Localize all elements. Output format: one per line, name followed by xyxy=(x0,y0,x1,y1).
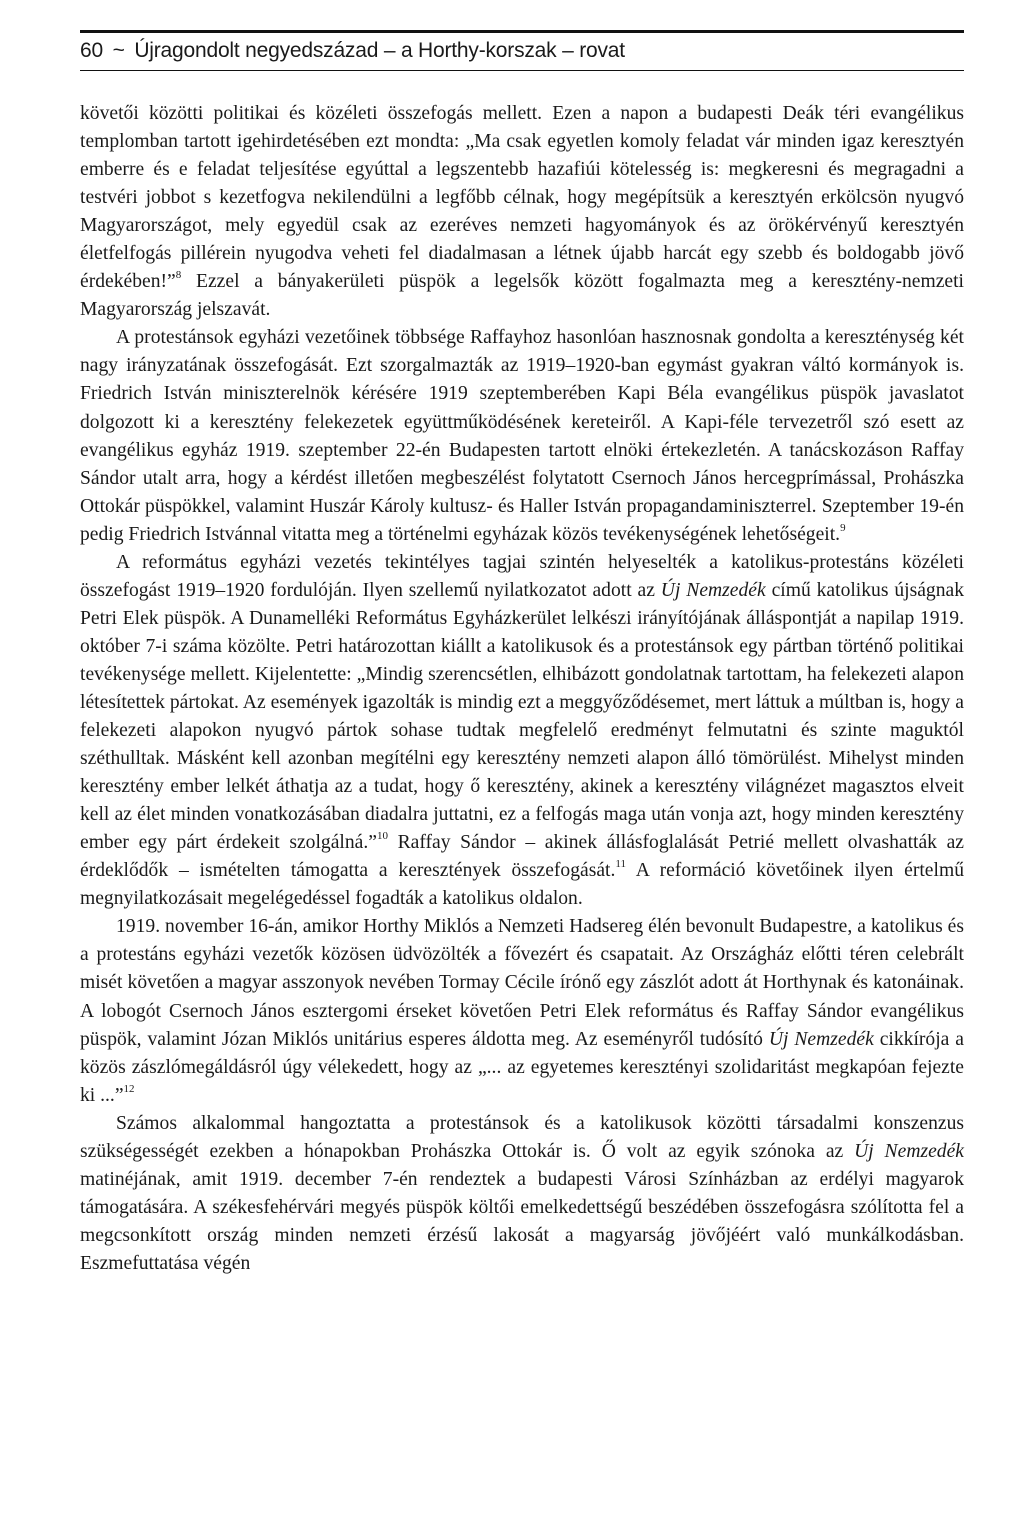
paragraph-text: 1919. november 16-án, amikor Horthy Miklós a Nemzeti Hadsereg élén bevonult Budapestre, a katolikus és a protestáns egyházi vezetők közösen üdvözölték a fővezért és csapatait. Az Országház előtti téren celebrált misét követően a magyar asszonyok nevében Tormay Cécile írónő egy zászlót adott át Horthynak és katonáinak. A lobogót Csernoch János esztergomi érseket követően Petri Elek református és Raffay Sándor evangélikus püspök, valamint Józan Miklós unitárius esperes áldotta meg. Az eseményről tudósító xyxy=(80,916,964,1050)
paragraph-text: követői közötti politikai és közéleti összefogás mellett. Ezen a napon a budapesti Deák téri evangélikus templomban tartott igehirdetésében ezt mondta: „Ma csak egyetlen komoly feladat vár minden igaz keresztyén emberre és e feladat teljesítése egyúttal a legszentebb hazafiúi kötelesség is: megkeresni és megragadni a testvéri jobbot s kezetfogva nekilendülni a legfőbb célnak, hogy megépítsük a keresztyén erkölcsön nyugvó Magyarországot, mely egyedül csak az ezeréves nemzeti hagyományok és az örökérvényű keresztyén életfelfogás pillérein nyugodva veheti fel diadalmasan a létnek újabb harcát egy szebb és boldogabb jövő érdekében!” xyxy=(80,103,964,293)
header-separator: ~ xyxy=(112,39,125,62)
newspaper-title: Új Nemzedék xyxy=(854,1140,964,1162)
paragraph-text: A protestánsok egyházi vezetőinek többsége Raffayhoz hasonlóan hasznosnak gondolta a kereszténység két nagy irányzatának összefogását. Ezt szorgalmazták az 1919–1920-ban egymást gyakran váltó kormányok is. Friedrich István miniszterelnök kérésére 1919 szeptemberében Kapi Béla evangélikus püspök javaslatot dolgozott ki a keresztény felekezetek együttműködésének kereteiről. A Kapi-féle tervezetről szó esett az evangélikus egyház 1919. szeptember 22-én Budapesten tartott elnöki értekezletén. A tanácskozáson Raffay Sándor utalt arra, hogy a kérdést illetően megbeszélést folytatott Csernoch János hercegprímással, Prohászka Ottokár püspökkel, valamint Huszár Károly kultusz- és Haller István propagandaminiszterrel. Szeptember 19-én pedig Friedrich Istvánnal vitatta meg a történelmi egyházak közös tevékenységének lehetőségeit. xyxy=(80,327,964,545)
running-header xyxy=(80,30,964,71)
paragraph-2 xyxy=(80,324,964,548)
newspaper-title: Új Nemzedék xyxy=(768,1028,874,1050)
page xyxy=(80,30,964,1278)
paragraph-text: Ezzel a bányakerületi püspök a legelsők között fogalmazta meg a keresztény-nemzeti Magyarország jelszavát. xyxy=(80,271,964,321)
article-body xyxy=(80,100,964,1278)
page-number: 60 xyxy=(80,39,103,62)
paragraph-text: A reformáció követőinek ilyen értelmű megnyilatkozásait megelégedéssel fogadták a katolikus oldalon. xyxy=(80,860,964,910)
paragraph-text: Raffay Sándor – akinek állásfoglalását Petrié mellett olvashatták az érdeklődők – ismételten támogatta a keresztények összefogását. xyxy=(80,832,964,882)
footnote-ref-10: 10 xyxy=(376,830,388,843)
paragraph-text: A református egyházi vezetés tekintélyes tagjai szintén helyeselték a katolikus-protestáns közéleti összefogást 1919–1920 fordulóján. Ilyen szellemű nyilatkozatot adott az xyxy=(80,551,964,601)
paragraph-text: cikkírója a közös zászlómegáldásról úgy vélekedett, hogy az „... az egyetemes keresztényi szolidaritást megkapóan fejezte ki ...” xyxy=(80,1028,964,1106)
paragraph-4 xyxy=(80,913,964,1109)
paragraph-5 xyxy=(80,1110,964,1278)
paragraph-1 xyxy=(80,100,964,324)
paragraph-text: Számos alkalommal hangoztatta a protestánsok és a katolikusok közötti társadalmi konszenzus szükségességét ezekben a hónapokban Prohászka Ottokár is. Ő volt az egyik szónoka az xyxy=(80,1112,964,1162)
footnote-ref-12: 12 xyxy=(123,1082,135,1095)
footnote-ref-11: 11 xyxy=(615,858,626,871)
newspaper-title: Új Nemzedék xyxy=(660,579,766,601)
paragraph-text: című katolikus újságnak Petri Elek püspök. A Dunamelléki Református Egyházkerület lelkészi irányítójának álláspontját a napilap 1919. október 7-i száma közölte. Petri határozottan kiállt a katolikusok és a protestánsok egy pártban történő politikai tevékenysége mellett. Kijelentette: „Mindig szerencsétlen, elhibázott gondolatnak tartottam, ha felekezeti alapon létesítettek pártokat. Az események igazolták is mindig ezt a meggyőződésemet, mert láttuk a múltban is, hogy a felekezeti alapokon nyugvó pártok sohase tudtak megfelelő eredményt felmutatni és szinte maguktól széthulltak. Másként kell azonban megítélni egy keresztény nemzeti alapon álló tömörülést. Mihelyst minden keresztény ember lelkét áthatja az a tudat, hogy ő keresztény, akinek a keresztény világnézet magasztos elveit kell az élet minden vonatkozásában diadalra juttatni, ez a felfogás maga után vonja azt, hogy minden keresztény ember egy párt érdekeit szolgálná.” xyxy=(80,579,965,854)
footnote-ref-8: 8 xyxy=(175,269,182,282)
paragraph-3 xyxy=(80,549,964,914)
footnote-ref-9: 9 xyxy=(840,521,846,534)
header-title: Újragondolt negyedszázad – a Horthy-korszak – rovat xyxy=(134,39,625,62)
paragraph-text: matinéjának, amit 1919. december 7-én rendeztek a budapesti Városi Színházban az erdélyi magyarok támogatására. A székesfehérvári megyés püspök költői emelkedettségű beszédében összefogásra szólította fel a megcsonkított ország minden nemzeti érzésű lakosát a magyarság jövőjéért való munkálkodásban. Eszmefuttatása végén xyxy=(80,1168,964,1274)
